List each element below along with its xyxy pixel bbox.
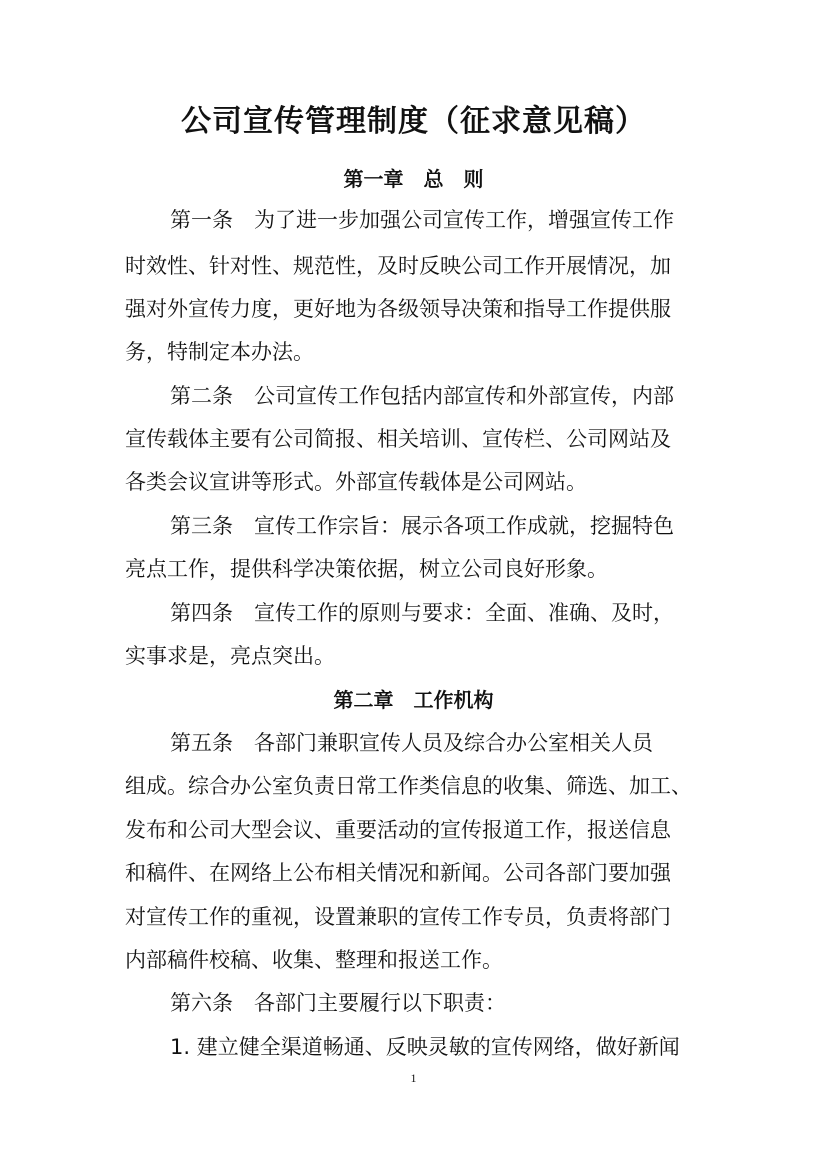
- article-2-line-3: 各类会议宣讲等形式。外部宣传载体是公司网站。: [125, 470, 587, 494]
- document-title: 公司宣传管理制度（征求意见稿）: [181, 104, 646, 139]
- article-1-line-2: 时效性、针对性、规范性，及时反映公司工作开展情况，加: [125, 254, 671, 278]
- article-2-line-2: 宣传载体主要有公司简报、相关培训、宣传栏、公司网站及: [125, 427, 671, 451]
- page-number: 1: [410, 1071, 417, 1085]
- article-5-line-4: 和稿件、在网络上公布相关情况和新闻。公司各部门要加强: [125, 861, 671, 885]
- article-4-line-2: 实事求是，亮点突出。: [125, 644, 335, 668]
- article-5-line-5: 对宣传工作的重视，设置兼职的宣传工作专员，负责将部门: [125, 905, 671, 929]
- article-3-line-1: 第三条 宣传工作宗旨：展示各项工作成就，挖掘特色: [170, 514, 674, 538]
- article-4-line-1: 第四条 宣传工作的原则与要求：全面、准确、及时，: [170, 601, 674, 625]
- article-6-line-1: 第六条 各部门主要履行以下职责：: [170, 991, 506, 1015]
- list-item-1-line-1: 1. 建立健全渠道畅通、反映灵敏的宣传网络，做好新闻: [170, 1035, 680, 1059]
- chapter-1-heading: 第一章 总 则: [343, 167, 484, 191]
- article-1-line-3: 强对外宣传力度，更好地为各级领导决策和指导工作提供服: [125, 297, 671, 321]
- article-1-line-4: 务，特制定本办法。: [125, 340, 314, 364]
- article-2-line-1: 第二条 公司宣传工作包括内部宣传和外部宣传，内部: [170, 384, 674, 408]
- article-1-line-1: 第一条 为了进一步加强公司宣传工作，增强宣传工作: [170, 208, 674, 232]
- article-5-line-3: 发布和公司大型会议、重要活动的宣传报道工作，报送信息: [125, 818, 671, 842]
- article-3-line-2: 亮点工作，提供科学决策依据，树立公司良好形象。: [125, 557, 608, 581]
- article-5-line-1: 第五条 各部门兼职宣传人员及综合办公室相关人员: [170, 731, 653, 755]
- article-5-line-2: 组成。综合办公室负责日常工作类信息的收集、筛选、加工、: [125, 774, 692, 798]
- article-5-line-6: 内部稿件校稿、收集、整理和报送工作。: [125, 948, 503, 972]
- chapter-2-heading: 第二章 工作机构: [333, 688, 494, 712]
